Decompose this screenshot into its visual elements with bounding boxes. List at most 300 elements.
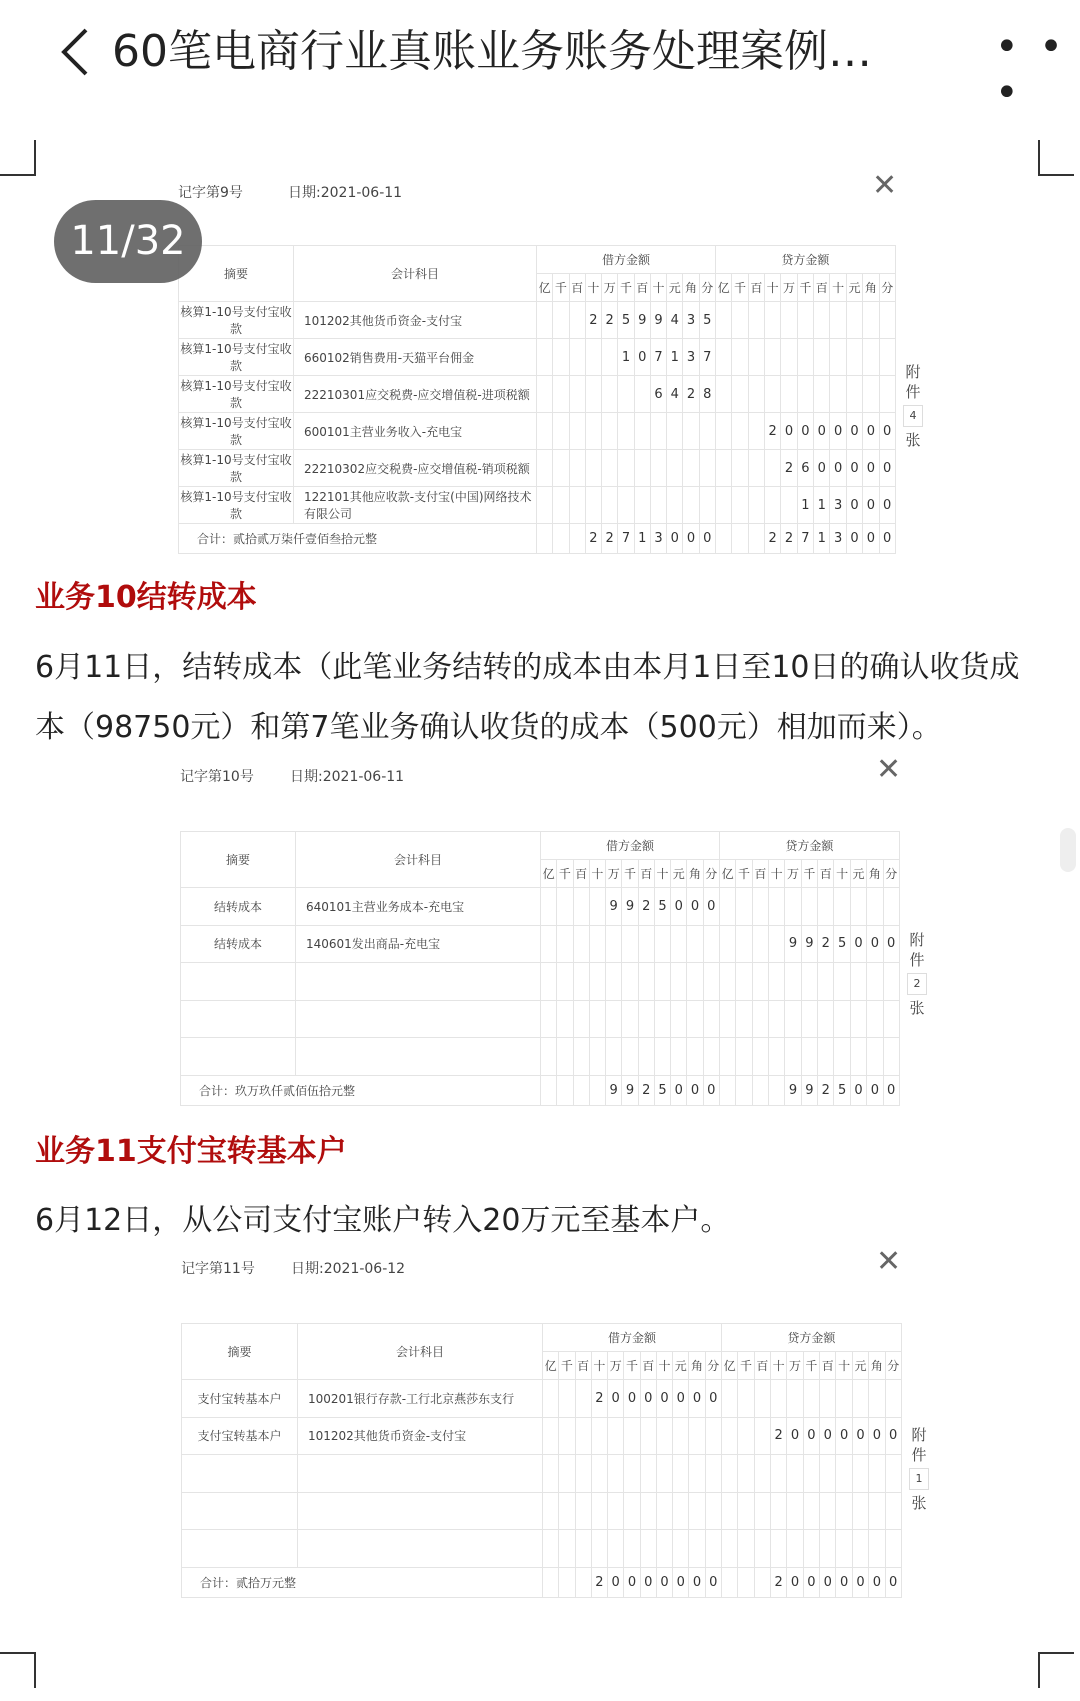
credit-digit [748,302,764,339]
credit-digit [771,1530,787,1568]
debit-digit [689,1530,705,1568]
column-header-subject: 会计科目 [296,832,541,888]
debit-digit: 3 [683,302,699,339]
credit-digit [785,1038,801,1076]
total-row [182,1567,902,1597]
debit-digit [573,888,589,926]
debit-digit [606,963,622,1001]
debit-digit [557,1000,573,1038]
unit-label: 角 [687,860,703,888]
total-debit-digit: 0 [703,1075,719,1105]
credit-digit [715,302,731,339]
debit-digit [575,1492,591,1530]
debit-digit: 7 [699,339,715,376]
top-bar [0,0,1080,116]
credit-digit [752,1000,768,1038]
credit-digit [883,1038,899,1076]
credit-digit [850,1038,866,1076]
debit-digit: 0 [673,1380,689,1418]
debit-digit: 2 [591,1380,607,1418]
debit-digit [667,413,683,450]
debit-digit [608,1417,624,1455]
unit-label: 千 [738,1352,754,1380]
row-subject: 22210301应交税费-应交增值税-进项税额 [294,376,537,413]
back-chevron-icon[interactable] [52,22,102,82]
table-row [182,1380,902,1418]
unit-label: 万 [606,860,622,888]
debit-digit [541,925,557,963]
debit-digit [537,487,553,524]
debit-digit [705,1492,721,1530]
credit-digit [752,925,768,963]
unit-label: 十 [830,274,846,302]
debit-digit [654,1038,670,1076]
row-subject: 22210302应交税费-应交增值税-销项税额 [294,450,537,487]
credit-digit [801,1038,817,1076]
voucher-table [180,831,900,1106]
debit-digit [591,1455,607,1493]
debit-digit [640,1455,656,1493]
credit-digit [748,376,764,413]
total-debit-digit: 0 [656,1567,672,1597]
debit-digit: 2 [585,302,601,339]
section-heading: 业务10结转成本 [35,580,257,615]
credit-digit [883,1000,899,1038]
document-title: 60笔电商行业真账业务账务处理案例… [112,26,872,77]
total-credit-digit: 0 [787,1567,803,1597]
table-row [182,1455,902,1493]
credit-digit [885,1492,901,1530]
debit-digit: 0 [634,339,650,376]
unit-label: 十 [650,274,666,302]
unit-label: 亿 [721,1352,737,1380]
unit-label: 千 [618,274,634,302]
credit-digit [830,339,846,376]
unit-label: 角 [867,860,883,888]
debit-digit [618,450,634,487]
credit-digit: 0 [814,450,830,487]
debit-digit [541,888,557,926]
credit-digit [803,1530,819,1568]
credit-digit [814,339,830,376]
debit-digit [585,339,601,376]
debit-digit [559,1380,575,1418]
credit-digit [732,487,748,524]
credit-digit: 0 [879,413,895,450]
debit-digit [608,1530,624,1568]
debit-digit [699,450,715,487]
credit-digit [781,376,797,413]
debit-digit [569,487,585,524]
credit-digit [787,1380,803,1418]
unit-label: 亿 [537,274,553,302]
table-header-row [181,832,900,860]
table-header-row [182,1324,902,1352]
total-credit-digit: 0 [883,1075,899,1105]
total-debit-digit [569,524,585,554]
debit-digit [618,376,634,413]
total-credit-digit [754,1567,770,1597]
credit-digit [721,1380,737,1418]
credit-digit [814,302,830,339]
credit-digit [820,1492,836,1530]
debit-digit [683,487,699,524]
total-credit-digit [748,524,764,554]
debit-digit [537,339,553,376]
table-row [181,963,900,1001]
column-header-subject: 会计科目 [294,246,537,302]
credit-digit [754,1530,770,1568]
unit-label: 百 [573,860,589,888]
unit-label: 元 [671,860,687,888]
row-subject [298,1455,543,1493]
table-row [181,1038,900,1076]
credit-digit [850,963,866,1001]
debit-digit [705,1530,721,1568]
debit-digit [543,1455,559,1493]
attachment-number: 1 [909,1468,929,1490]
credit-digit: 2 [771,1417,787,1455]
unit-label: 分 [703,860,719,888]
total-debit-digit: 2 [602,524,618,554]
row-summary: 核算1-10号支付宝收款 [179,450,294,487]
total-debit-digit: 0 [673,1567,689,1597]
unit-label: 万 [608,1352,624,1380]
credit-digit: 0 [879,450,895,487]
row-subject: 600101主营业务收入-充电宝 [294,413,537,450]
total-debit-digit [537,524,553,554]
unit-label: 分 [699,274,715,302]
table-header-row [179,246,896,274]
credit-digit [801,1000,817,1038]
debit-digit [634,450,650,487]
debit-digit [537,450,553,487]
page-indicator: 11/32 [54,200,202,283]
debit-digit [687,1000,703,1038]
credit-digit: 0 [885,1417,901,1455]
credit-digit: 0 [781,413,797,450]
credit-digit [885,1530,901,1568]
credit-digit: 1 [814,487,830,524]
credit-digit [754,1492,770,1530]
unit-label: 百 [748,274,764,302]
row-summary [181,1038,296,1076]
total-debit-digit [543,1567,559,1597]
debit-digit [699,487,715,524]
section-paragraph: 6月12日，从公司支付宝账户转入20万元至基本户。 [35,1203,731,1238]
total-credit-digit: 0 [852,1567,868,1597]
column-header-credit: 贷方金额 [719,832,899,860]
credit-digit [736,1000,752,1038]
debit-digit [689,1417,705,1455]
credit-digit [869,1492,885,1530]
debit-digit [559,1417,575,1455]
credit-digit [754,1455,770,1493]
row-summary: 结转成本 [181,888,296,926]
debit-digit [606,925,622,963]
debit-digit [656,1530,672,1568]
debit-digit: 2 [602,302,618,339]
debit-digit [683,413,699,450]
credit-digit [850,888,866,926]
unit-label: 千 [797,274,813,302]
credit-digit [715,487,731,524]
debit-digit [673,1530,689,1568]
total-credit-digit: 9 [801,1075,817,1105]
credit-digit [715,339,731,376]
debit-digit [543,1417,559,1455]
total-credit-digit [732,524,748,554]
total-debit-digit: 0 [608,1567,624,1597]
credit-digit [769,925,785,963]
attachment-unit: 张 [911,1494,927,1512]
total-debit-digit: 3 [650,524,666,554]
credit-digit [818,1000,834,1038]
credit-digit [836,1455,852,1493]
debit-digit [687,1038,703,1076]
total-debit-digit: 0 [640,1567,656,1597]
total-credit-digit: 0 [863,524,879,554]
unit-label: 角 [863,274,879,302]
credit-digit [785,1000,801,1038]
credit-digit [879,339,895,376]
table-row [179,339,896,376]
debit-digit: 0 [671,888,687,926]
row-summary: 核算1-10号支付宝收款 [179,413,294,450]
credit-digit: 0 [820,1417,836,1455]
debit-digit: 4 [667,376,683,413]
credit-digit [818,963,834,1001]
credit-digit: 0 [797,413,813,450]
unit-label: 元 [850,860,866,888]
credit-digit [820,1530,836,1568]
credit-digit [830,376,846,413]
total-debit-digit: 7 [618,524,634,554]
credit-digit [781,302,797,339]
crop-corner-icon [0,140,36,176]
table-row [182,1417,902,1455]
total-debit-digit [559,1567,575,1597]
debit-digit [569,339,585,376]
total-credit-digit: 0 [867,1075,883,1105]
unit-label: 千 [803,1352,819,1380]
credit-digit [787,1530,803,1568]
debit-digit [638,1000,654,1038]
total-debit-digit [557,1075,573,1105]
attachment-number: 4 [903,405,923,427]
attachment-label: 附件 [911,1426,927,1464]
credit-digit [736,1038,752,1076]
credit-digit [797,339,813,376]
unit-label: 十 [836,1352,852,1380]
total-debit-digit [573,1075,589,1105]
credit-digit [771,1380,787,1418]
total-debit-digit: 2 [585,524,601,554]
debit-digit: 5 [699,302,715,339]
table-row [179,450,896,487]
debit-digit [589,925,605,963]
debit-digit [585,413,601,450]
debit-digit: 8 [699,376,715,413]
total-credit-digit: 2 [781,524,797,554]
credit-digit: 1 [797,487,813,524]
credit-digit [801,963,817,1001]
credit-digit [863,302,879,339]
credit-digit [803,1380,819,1418]
total-debit-digit: 0 [705,1567,721,1597]
credit-digit [814,376,830,413]
close-icon[interactable]: ✕ [876,752,902,787]
credit-digit [752,888,768,926]
debit-digit [553,302,569,339]
total-credit-digit: 0 [846,524,862,554]
debit-digit: 0 [656,1380,672,1418]
debit-digit [638,1038,654,1076]
debit-digit [624,1492,640,1530]
debit-digit [573,925,589,963]
total-credit-digit [752,1075,768,1105]
column-header-credit: 贷方金额 [715,246,895,274]
close-icon[interactable]: ✕ [876,1244,902,1279]
total-debit-digit [553,524,569,554]
unit-label: 千 [553,274,569,302]
debit-digit [602,487,618,524]
unit-label: 百 [814,274,830,302]
debit-digit [638,925,654,963]
voucher-number: 记字第10号 [180,769,254,785]
debit-digit [575,1417,591,1455]
debit-digit [569,450,585,487]
unit-label: 元 [852,1352,868,1380]
unit-label: 十 [769,860,785,888]
credit-digit [748,339,764,376]
debit-digit [573,1038,589,1076]
voucher-date: 日期:2021-06-11 [288,185,403,201]
unit-label: 十 [834,860,850,888]
column-header-debit: 借方金额 [543,1324,722,1352]
debit-digit [602,450,618,487]
unit-label: 千 [622,860,638,888]
debit-digit [640,1417,656,1455]
debit-digit [543,1380,559,1418]
unit-label: 千 [736,860,752,888]
unit-label: 十 [591,1352,607,1380]
unit-label: 元 [673,1352,689,1380]
unit-label: 千 [801,860,817,888]
debit-digit [606,1038,622,1076]
total-credit-digit: 0 [885,1567,901,1597]
credit-digit [801,888,817,926]
debit-digit [569,376,585,413]
debit-digit [634,487,650,524]
debit-digit [553,339,569,376]
debit-digit [557,1038,573,1076]
debit-digit [673,1492,689,1530]
credit-digit: 2 [781,450,797,487]
close-icon[interactable]: ✕ [872,168,898,203]
debit-digit [624,1530,640,1568]
section-heading: 业务11支付宝转基本户 [35,1134,347,1169]
row-summary: 核算1-10号支付宝收款 [179,339,294,376]
credit-digit [830,302,846,339]
row-subject: 640101主营业务成本-充电宝 [296,888,541,926]
total-debit-digit: 0 [683,524,699,554]
credit-digit [785,963,801,1001]
unit-label: 十 [771,1352,787,1380]
credit-digit: 3 [830,487,846,524]
row-subject: 101202其他货币资金-支付宝 [294,302,537,339]
credit-digit [765,339,781,376]
total-credit-digit: 0 [836,1567,852,1597]
debit-digit [575,1380,591,1418]
debit-digit [622,1000,638,1038]
debit-digit [559,1492,575,1530]
column-header-subject: 会计科目 [298,1324,543,1380]
credit-digit [732,413,748,450]
unit-label: 分 [883,860,899,888]
total-credit-digit [736,1075,752,1105]
unit-label: 角 [689,1352,705,1380]
row-subject [298,1492,543,1530]
credit-digit [846,376,862,413]
credit-digit [834,1000,850,1038]
credit-digit [869,1530,885,1568]
credit-digit: 0 [850,925,866,963]
unit-label: 千 [732,274,748,302]
total-credit-digit: 0 [850,1075,866,1105]
debit-digit [541,1000,557,1038]
debit-digit: 0 [624,1380,640,1418]
credit-digit: 0 [863,487,879,524]
unit-label: 十 [589,860,605,888]
column-header-debit: 借方金额 [541,832,720,860]
attachment-count [909,1425,929,1513]
debit-digit [591,1492,607,1530]
more-options-icon[interactable]: • • • [995,24,1067,116]
credit-digit [732,376,748,413]
total-debit-digit: 5 [654,1075,670,1105]
debit-digit [703,1038,719,1076]
row-summary [181,1000,296,1038]
debit-digit [618,487,634,524]
unit-label: 千 [559,1352,575,1380]
debit-digit [699,413,715,450]
row-summary: 核算1-10号支付宝收款 [179,302,294,339]
debit-digit [553,487,569,524]
credit-digit: 0 [787,1417,803,1455]
credit-digit [721,1492,737,1530]
debit-digit [557,888,573,926]
unit-label: 百 [752,860,768,888]
credit-digit [715,450,731,487]
credit-digit: 6 [797,450,813,487]
unit-label: 十 [656,1352,672,1380]
voucher-number: 记字第9号 [178,185,243,201]
credit-digit [781,487,797,524]
credit-digit [715,376,731,413]
credit-digit: 0 [846,450,862,487]
table-row [182,1530,902,1568]
credit-digit: 0 [830,450,846,487]
table-row [181,888,900,926]
credit-digit: 2 [765,413,781,450]
table-row [182,1492,902,1530]
debit-digit [591,1417,607,1455]
column-header-credit: 贷方金额 [721,1324,901,1352]
unit-label: 千 [557,860,573,888]
scrollbar-thumb[interactable] [1060,828,1076,872]
row-summary: 核算1-10号支付宝收款 [179,487,294,524]
